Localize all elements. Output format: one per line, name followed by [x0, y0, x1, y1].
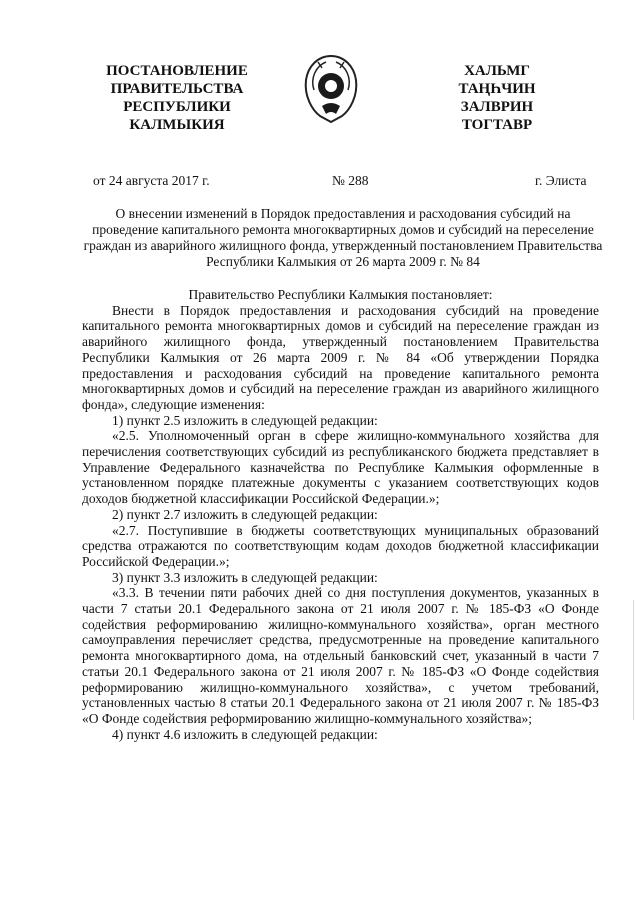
- item-3-text: «3.3. В течении пяти рабочих дней со дня поступления документов, указанных в части 7 статьи 20.1 Федерального закона от 21 июля 2007 г. № 185-ФЗ «О Фонде содействия реформированию жилищно-коммунального хозяйства», орган местного самоуправления перечисляет средства, предусмотренные на проведение капитального ремонта многоквартирного дома, на отдельный банковский счет, указанный в части 7 статьи 20.1 Федерального закона от 21 июля 2007 г. № 185-ФЗ «О Фонде содействия реформированию жилищно-коммунального хозяйства», с учетом требований, установленных частью 8 статьи 20.1 Федерального закона от 21 июля 2007 г. № 185-ФЗ «О Фонде содействия реформированию жилищно-коммунального хозяйства»;: [82, 585, 599, 726]
- kalmykia-coat-of-arms-icon: [300, 52, 362, 124]
- header-left-line-1: ПОСТАНОВЛЕНИЕ: [106, 63, 248, 79]
- preamble: Правительство Республики Калмыкия постановляет:: [188, 287, 493, 302]
- document-body: [82, 287, 599, 742]
- paragraph-main: Внести в Порядок предоставления и расходования субсидий на проведение капитального ремонта многоквартирных домов и субсидий на переселение граждан из аварийного жилищного фонда, утвержденный постановлением Правительства Республики Калмыкия от 26 марта 2009 г. № 84 «Об утверждении Порядка предоставления и расходования субсидий на проведение капитального ремонта многоквартирных домов и субсидий на переселение граждан из аварийного жилищного фонда», следующие изменения:: [82, 302, 599, 412]
- scan-edge-mark: [633, 600, 634, 720]
- header-right-line-2: ТАҢҺЧИН: [458, 81, 536, 97]
- header-left-line-2: ПРАВИТЕЛЬСТВА: [110, 81, 244, 97]
- header-right-line-4: ТОГТАВР: [461, 117, 533, 133]
- document-number: № 288: [332, 173, 369, 188]
- document-city: г. Элиста: [535, 173, 587, 188]
- header-left-line-4: КАЛМЫКИЯ: [129, 117, 225, 133]
- header-left-block: [92, 62, 262, 134]
- item-1-text: «2.5. Уполномоченный орган в сфере жилищно-коммунального хозяйства для перечисления соответствующих субсидий из республиканского бюджета представляет в Управление Федерального казначейства по Республике Калмыкия оформленные в установленном порядке платежные документы с указанием соответствующих кодов доходов бюджетной классификации Российской Федерации.»;: [82, 428, 599, 507]
- header-right-block: [432, 62, 562, 134]
- header-left-line-3: РЕСПУБЛИКИ: [123, 99, 231, 115]
- item-1-heading: 1) пункт 2.5 изложить в следующей редакции:: [112, 412, 378, 428]
- item-2-heading: 2) пункт 2.7 изложить в следующей редакции:: [112, 506, 378, 522]
- item-4-heading: 4) пункт 4.6 изложить в следующей редакции:: [112, 726, 378, 742]
- document-date: от 24 августа 2017 г.: [93, 173, 210, 188]
- document-title: О внесении изменений в Порядок предоставления и расходования субсидий на проведение капитального ремонта многоквартирных домов и субсидий на переселение граждан из аварийного жилищного фонда, утвержденный постановлением Правительства Республики Калмыкия от 26 марта 2009 г. № 84: [83, 206, 603, 269]
- header-right-line-3: ЗАЛВРИН: [460, 99, 534, 115]
- item-3-heading: 3) пункт 3.3 изложить в следующей редакции:: [112, 569, 378, 585]
- item-2-text: «2.7. Поступившие в бюджеты соответствующих муниципальных образований средства отражаются по соответствующим кодам доходов бюджетной классификации Российской Федерации.»;: [82, 522, 599, 569]
- header-right-line-1: ХАЛЬМГ: [464, 63, 530, 79]
